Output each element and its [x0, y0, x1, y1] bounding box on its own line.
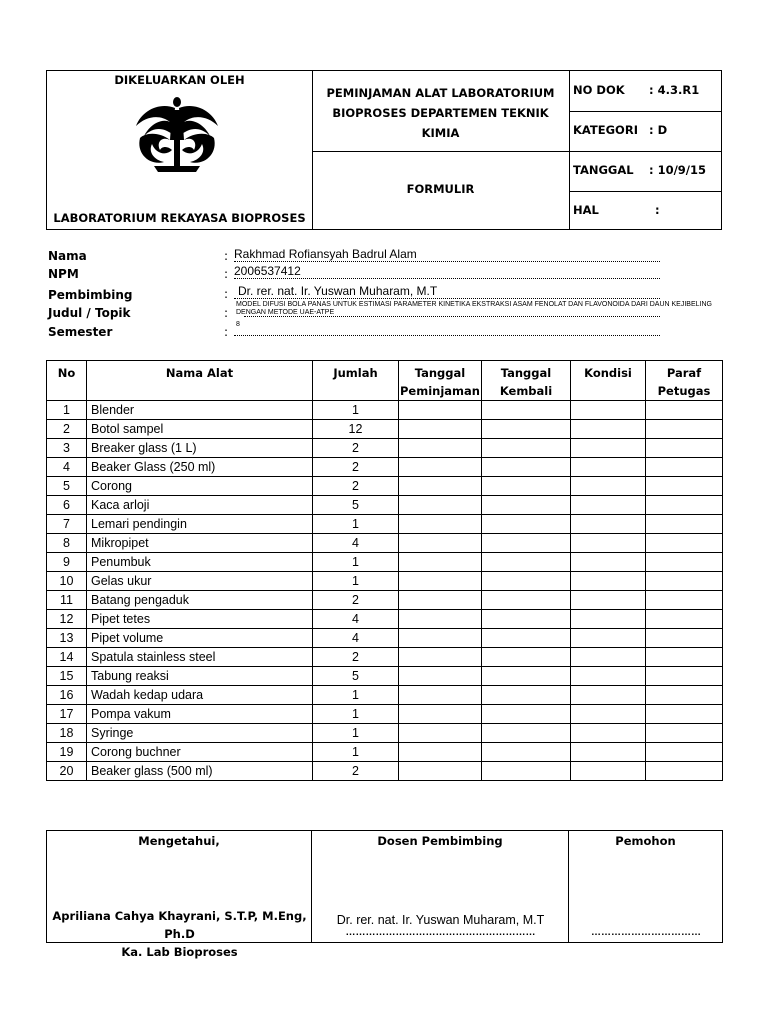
- col-header-text: Paraf: [666, 366, 702, 380]
- row-equipment-name: Wadah kedap udara: [87, 686, 313, 705]
- supervisor-sign-label: Dosen Pembimbing: [377, 834, 503, 848]
- col-header-signature: [646, 361, 723, 401]
- table-row: [47, 629, 723, 648]
- row-return-date: [482, 553, 571, 572]
- table-body: [47, 401, 723, 781]
- row-return-date: [482, 515, 571, 534]
- row-equipment-name: Lemari pendingin: [87, 515, 313, 534]
- row-condition: [571, 705, 646, 724]
- meta-value: :: [655, 203, 660, 217]
- supervisor-cell: [312, 831, 569, 943]
- semester-line: [234, 323, 660, 336]
- col-header-name: Nama Alat: [87, 361, 313, 401]
- row-return-date: [482, 743, 571, 762]
- row-return-date: [482, 401, 571, 420]
- row-quantity: 2: [313, 648, 399, 667]
- row-return-date: [482, 420, 571, 439]
- equipment-table: [46, 360, 723, 781]
- row-borrow-date: [399, 477, 482, 496]
- row-equipment-name: Pipet volume: [87, 629, 313, 648]
- colon: :: [224, 287, 229, 301]
- semester-value: 8: [236, 321, 240, 328]
- row-quantity: 4: [313, 629, 399, 648]
- row-no: 11: [47, 591, 87, 610]
- row-signature: [646, 724, 723, 743]
- meta-label: HAL: [573, 203, 599, 217]
- colon: :: [224, 306, 229, 320]
- row-borrow-date: [399, 458, 482, 477]
- row-return-date: [482, 629, 571, 648]
- form-title: [312, 83, 569, 143]
- npm-value: 2006537412: [234, 264, 301, 278]
- row-no: 1: [47, 401, 87, 420]
- row-quantity: 1: [313, 553, 399, 572]
- row-equipment-name: Breaker glass (1 L): [87, 439, 313, 458]
- row-equipment-name: Gelas ukur: [87, 572, 313, 591]
- topic-label: Judul / Topik: [48, 306, 131, 320]
- row-return-date: [482, 705, 571, 724]
- supervisor-label: Pembimbing: [48, 288, 133, 302]
- row-return-date: [482, 458, 571, 477]
- row-return-date: [482, 762, 571, 781]
- table-row: [47, 667, 723, 686]
- row-condition: [571, 648, 646, 667]
- row-return-date: [482, 477, 571, 496]
- row-signature: [646, 667, 723, 686]
- row-borrow-date: [399, 743, 482, 762]
- row-quantity: 2: [313, 591, 399, 610]
- table-row: [47, 610, 723, 629]
- row-condition: [571, 439, 646, 458]
- npm-label: NPM: [48, 267, 79, 281]
- issued-by-label: DIKELUARKAN OLEH: [114, 73, 245, 87]
- table-row: [47, 724, 723, 743]
- form-title-line: KIMIA: [421, 126, 460, 140]
- row-condition: [571, 686, 646, 705]
- university-logo-icon: [132, 96, 222, 172]
- name-label: Nama: [48, 249, 87, 263]
- row-signature: [646, 705, 723, 724]
- row-condition: [571, 553, 646, 572]
- col-header-text: Peminjaman: [400, 384, 480, 398]
- row-equipment-name: Kaca arloji: [87, 496, 313, 515]
- row-return-date: [482, 686, 571, 705]
- row-no: 17: [47, 705, 87, 724]
- row-signature: [646, 762, 723, 781]
- header-divider: [569, 191, 722, 192]
- form-title-line: BIOPROSES DEPARTEMEN TEKNIK: [332, 106, 549, 120]
- table-row: [47, 572, 723, 591]
- row-condition: [571, 667, 646, 686]
- row-return-date: [482, 667, 571, 686]
- col-header-text: Kembali: [499, 384, 553, 398]
- row-return-date: [482, 496, 571, 515]
- row-condition: [571, 477, 646, 496]
- row-return-date: [482, 572, 571, 591]
- row-borrow-date: [399, 762, 482, 781]
- table-header-row: [47, 361, 723, 401]
- row-borrow-date: [399, 667, 482, 686]
- row-no: 16: [47, 686, 87, 705]
- col-header-qty: Jumlah: [313, 361, 399, 401]
- acknowledge-label: Mengetahui,: [138, 834, 220, 848]
- row-equipment-name: Corong: [87, 477, 313, 496]
- table-row: [47, 591, 723, 610]
- table-row: [47, 401, 723, 420]
- row-no: 5: [47, 477, 87, 496]
- row-condition: [571, 458, 646, 477]
- acknowledge-cell: [47, 831, 312, 959]
- row-equipment-name: Blender: [87, 401, 313, 420]
- table-row: [47, 420, 723, 439]
- topic-value-line: DENGAN METODE UAE-ATPE: [236, 309, 335, 316]
- row-signature: [646, 477, 723, 496]
- meta-label: KATEGORI: [573, 123, 638, 137]
- row-condition: [571, 610, 646, 629]
- topic-value-line: MODEL DIFUSI BOLA PANAS UNTUK ESTIMASI PARAMETER KINETIKA EKSTRAKSI ASAM FENOLAT DAN FLAVONOIDA DARI DAUN KEJIBELING: [236, 301, 712, 308]
- row-borrow-date: [399, 401, 482, 420]
- row-quantity: 2: [313, 477, 399, 496]
- row-signature: [646, 572, 723, 591]
- row-quantity: 2: [313, 439, 399, 458]
- row-borrow-date: [399, 496, 482, 515]
- header-divider: [569, 71, 570, 229]
- col-header-return-date: [482, 361, 571, 401]
- table-row: [47, 477, 723, 496]
- col-header-text: Tanggal: [500, 366, 552, 380]
- row-signature: [646, 496, 723, 515]
- row-no: 2: [47, 420, 87, 439]
- row-no: 20: [47, 762, 87, 781]
- row-equipment-name: Penumbuk: [87, 553, 313, 572]
- row-no: 14: [47, 648, 87, 667]
- col-header-text: Tanggal: [414, 366, 466, 380]
- row-quantity: 1: [313, 572, 399, 591]
- table-row: [47, 534, 723, 553]
- table-row: [47, 439, 723, 458]
- meta-value: : D: [649, 123, 668, 137]
- row-equipment-name: Beaker Glass (250 ml): [87, 458, 313, 477]
- row-no: 8: [47, 534, 87, 553]
- row-quantity: 1: [313, 515, 399, 534]
- topic-value: [236, 301, 712, 317]
- row-no: 13: [47, 629, 87, 648]
- table-row: [47, 458, 723, 477]
- row-no: 4: [47, 458, 87, 477]
- row-quantity: 12: [313, 420, 399, 439]
- meta-value: : 10/9/15: [649, 163, 707, 177]
- row-condition: [571, 724, 646, 743]
- supervisor-value: Dr. rer. nat. Ir. Yuswan Muharam, M.T: [238, 284, 438, 298]
- row-equipment-name: Syringe: [87, 724, 313, 743]
- acknowledge-name: Apriliana Cahya Khayrani, S.T.P, M.Eng, Ph.D: [52, 909, 307, 941]
- table-row: [47, 553, 723, 572]
- col-header-no: No: [47, 361, 87, 401]
- row-return-date: [482, 724, 571, 743]
- lab-name: LABORATORIUM REKAYASA BIOPROSES: [53, 211, 306, 225]
- applicant-cell: [569, 831, 723, 943]
- row-equipment-name: Pompa vakum: [87, 705, 313, 724]
- row-borrow-date: [399, 534, 482, 553]
- header-divider: [312, 151, 722, 152]
- row-equipment-name: Tabung reaksi: [87, 667, 313, 686]
- row-quantity: 2: [313, 762, 399, 781]
- row-signature: [646, 686, 723, 705]
- form-title-line: PEMINJAMAN ALAT LABORATORIUM: [326, 86, 555, 100]
- row-condition: [571, 496, 646, 515]
- row-borrow-date: [399, 420, 482, 439]
- row-return-date: [482, 534, 571, 553]
- table-row: [47, 762, 723, 781]
- row-return-date: [482, 648, 571, 667]
- row-signature: [646, 401, 723, 420]
- meta-label: NO DOK: [573, 83, 625, 97]
- supervisor-sign-name: Dr. rer. nat. Ir. Yuswan Muharam, M.T: [336, 913, 545, 927]
- row-equipment-name: Beaker glass (500 ml): [87, 762, 313, 781]
- col-header-text: Petugas: [657, 384, 711, 398]
- meta-value: : 4.3.R1: [649, 83, 700, 97]
- row-no: 7: [47, 515, 87, 534]
- table-row: [47, 743, 723, 762]
- row-signature: [646, 534, 723, 553]
- row-equipment-name: Mikropipet: [87, 534, 313, 553]
- row-equipment-name: Pipet tetes: [87, 610, 313, 629]
- row-borrow-date: [399, 648, 482, 667]
- row-return-date: [482, 591, 571, 610]
- table-row: [47, 686, 723, 705]
- table-row: [47, 496, 723, 515]
- acknowledge-signatory: [47, 907, 312, 961]
- row-no: 3: [47, 439, 87, 458]
- row-no: 18: [47, 724, 87, 743]
- row-no: 6: [47, 496, 87, 515]
- row-condition: [571, 401, 646, 420]
- row-quantity: 5: [313, 667, 399, 686]
- semester-label: Semester: [48, 325, 113, 339]
- row-quantity: 1: [313, 401, 399, 420]
- row-no: 9: [47, 553, 87, 572]
- row-signature: [646, 610, 723, 629]
- row-no: 12: [47, 610, 87, 629]
- row-borrow-date: [399, 439, 482, 458]
- row-quantity: 1: [313, 743, 399, 762]
- row-quantity: 1: [313, 705, 399, 724]
- row-borrow-date: [399, 686, 482, 705]
- row-borrow-date: [399, 724, 482, 743]
- document-header: [46, 70, 722, 230]
- row-signature: [646, 743, 723, 762]
- colon: :: [224, 249, 229, 263]
- row-signature: [646, 420, 723, 439]
- signature-row: [47, 831, 723, 943]
- row-borrow-date: [399, 515, 482, 534]
- row-equipment-name: Corong buchner: [87, 743, 313, 762]
- row-equipment-name: Botol sampel: [87, 420, 313, 439]
- row-quantity: 1: [313, 686, 399, 705]
- row-borrow-date: [399, 572, 482, 591]
- row-condition: [571, 515, 646, 534]
- col-header-borrow-date: [399, 361, 482, 401]
- row-signature: [646, 629, 723, 648]
- row-no: 15: [47, 667, 87, 686]
- supervisor-sign-dots: …………………………………………………: [345, 927, 536, 938]
- row-borrow-date: [399, 705, 482, 724]
- row-no: 19: [47, 743, 87, 762]
- row-return-date: [482, 439, 571, 458]
- row-condition: [571, 591, 646, 610]
- row-condition: [571, 762, 646, 781]
- row-condition: [571, 629, 646, 648]
- row-condition: [571, 572, 646, 591]
- colon: :: [224, 325, 229, 339]
- row-condition: [571, 743, 646, 762]
- table-row: [47, 705, 723, 724]
- signature-table: [46, 830, 723, 959]
- row-borrow-date: [399, 610, 482, 629]
- row-signature: [646, 439, 723, 458]
- row-condition: [571, 420, 646, 439]
- row-borrow-date: [399, 629, 482, 648]
- row-quantity: 1: [313, 724, 399, 743]
- applicant-label: Pemohon: [615, 834, 676, 848]
- row-signature: [646, 553, 723, 572]
- form-type: FORMULIR: [406, 182, 475, 196]
- row-equipment-name: Batang pengaduk: [87, 591, 313, 610]
- colon: :: [224, 267, 229, 281]
- table-row: [47, 648, 723, 667]
- applicant-sign-dots: ……………………………: [591, 927, 701, 938]
- row-signature: [646, 515, 723, 534]
- table-row: [47, 515, 723, 534]
- header-divider: [569, 111, 722, 112]
- row-quantity: 5: [313, 496, 399, 515]
- row-no: 10: [47, 572, 87, 591]
- row-return-date: [482, 610, 571, 629]
- row-signature: [646, 648, 723, 667]
- row-signature: [646, 591, 723, 610]
- row-quantity: 4: [313, 610, 399, 629]
- row-condition: [571, 534, 646, 553]
- row-equipment-name: Spatula stainless steel: [87, 648, 313, 667]
- col-header-condition: Kondisi: [571, 361, 646, 401]
- name-value: Rakhmad Rofiansyah Badrul Alam: [234, 247, 417, 261]
- meta-label: TANGGAL: [573, 163, 634, 177]
- row-signature: [646, 458, 723, 477]
- row-quantity: 2: [313, 458, 399, 477]
- row-borrow-date: [399, 553, 482, 572]
- row-borrow-date: [399, 591, 482, 610]
- acknowledge-title: Ka. Lab Bioproses: [121, 945, 238, 959]
- row-quantity: 4: [313, 534, 399, 553]
